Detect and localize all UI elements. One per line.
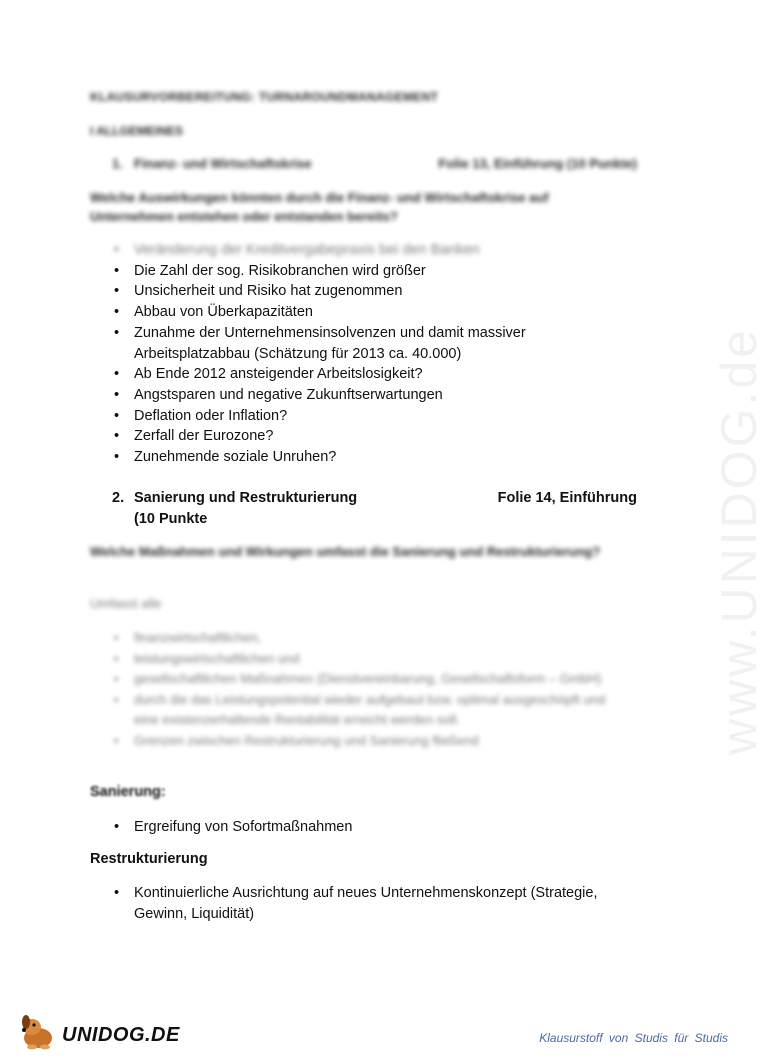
list-item: • Zunahme der Unternehmensinsolvenzen und damit massiver Arbeitsplatzabbau (Schätzung für 2013 ca. 40.000): [110, 323, 640, 364]
umfasst-label: Umfasst alle: [90, 596, 162, 611]
list-item: • Kontinuierliche Ausrichtung auf neues Unternehmenskonzept (Strategie, Gewinn, Liquidität): [110, 883, 630, 924]
list-item: • Die Zahl der sog. Risikobranchen wird größer: [110, 261, 640, 282]
topic-number: 1.: [112, 156, 123, 171]
list-item: • Deflation oder Inflation?: [110, 406, 640, 427]
topic-number: 2.: [112, 490, 125, 506]
list-item: • Unsicherheit und Risiko hat zugenommen: [110, 281, 640, 302]
dog-mascot-icon: [18, 1012, 62, 1052]
section-heading: I ALLGEMEINES: [90, 124, 183, 138]
list-item: • gesellschaftlichen Maßnahmen (Dienstvereinbarung, Gesellschaftsform – GmbH): [110, 669, 630, 690]
list-item: • Abbau von Überkapazitäten: [110, 302, 640, 323]
list-item: • leistungswirtschaftlichen und: [110, 649, 630, 670]
list-item: • finanzwirtschaftlichen,: [110, 628, 630, 649]
sanierung-list: [110, 817, 640, 838]
answer-list-1: [110, 240, 640, 468]
list-item: • durch die das Leistungspotential wieder aufgebaut bzw. optimal ausgeschöpft und eine existenzerhaltende Rentabilität erreicht werden soll.: [110, 690, 630, 731]
question-1: Welche Auswirkungen könnten durch die Finanz- und Wirtschaftskrise auf Unternehmen entstehen oder entstanden bereits?: [90, 190, 549, 224]
topic-reference: Folie 14, Einführung: [497, 490, 637, 506]
list-item: • Ab Ende 2012 ansteigender Arbeitslosigkeit?: [110, 364, 640, 385]
list-item: • Zerfall der Eurozone?: [110, 426, 640, 447]
topic-title: Finanz- und Wirtschaftskrise: [134, 156, 312, 171]
document-title: KLAUSURVORBEREITUNG: TURNAROUNDMANAGEMENT: [90, 90, 439, 104]
list-item: • Grenzen zwischen Restrukturierung und Sanierung fließend: [110, 731, 630, 752]
list-item: • Veränderung der Kreditvergabepraxis bei den Banken: [110, 240, 640, 261]
topic-points: (10 Punkte: [134, 511, 208, 527]
sanierung-heading: Sanierung:: [90, 784, 166, 800]
restrukturierung-list: [110, 883, 630, 924]
logo-text: UNIDOG.DE: [62, 1024, 180, 1046]
question-2: Welche Maßnahmen und Wirkungen umfasst die Sanierung und Restrukturierung?: [90, 544, 601, 559]
footer-tagline: Klausurstoff von Studis für Studis: [539, 1031, 728, 1045]
list-item: • Zunehmende soziale Unruhen?: [110, 447, 640, 468]
list-item: • Ergreifung von Sofortmaßnahmen: [110, 817, 640, 838]
topic-title: Sanierung und Restrukturierung: [134, 490, 358, 506]
unidog-logo: [18, 1012, 178, 1052]
answer-list-2: [110, 628, 630, 752]
watermark: www.UNIDOG.de: [711, 327, 767, 755]
list-item: • Angstsparen und negative Zukunftserwartungen: [110, 385, 640, 406]
topic-reference: Folie 13, Einführung (10 Punkte): [438, 156, 637, 171]
restrukturierung-heading: Restrukturierung: [90, 851, 208, 867]
